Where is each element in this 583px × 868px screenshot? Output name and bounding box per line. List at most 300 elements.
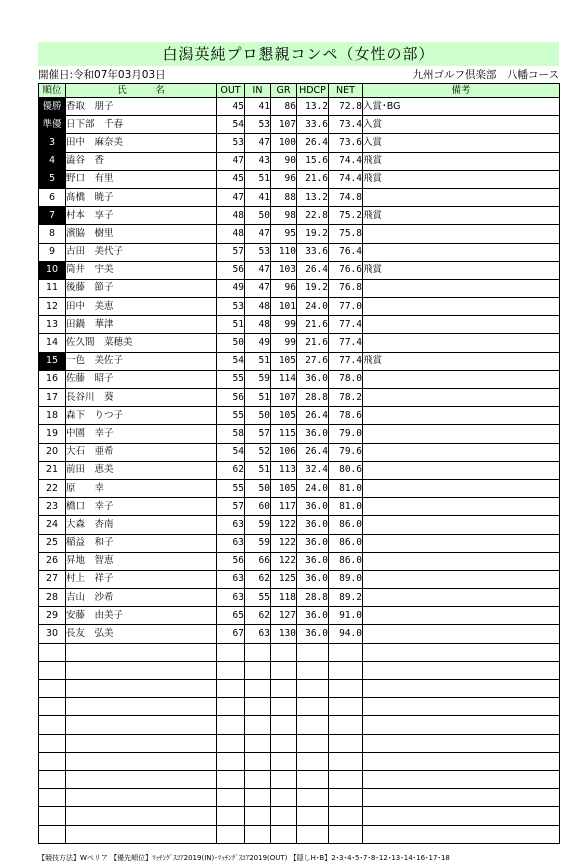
cell-hdcp: 21.6: [297, 334, 329, 352]
empty-cell: [217, 770, 245, 788]
table-row: [39, 534, 560, 552]
cell-gr: 106: [271, 443, 297, 461]
event-info: [38, 68, 559, 82]
cell-name: 田中 美恵: [66, 298, 217, 316]
cell-note: [363, 607, 560, 625]
cell-name: 筒井 宇美: [66, 261, 217, 279]
cell-net: 74.4: [329, 170, 363, 188]
cell-name: 原 幸: [66, 479, 217, 497]
cell-hdcp: 26.4: [297, 261, 329, 279]
cell-rank: 6: [39, 188, 66, 206]
cell-rank: 13: [39, 316, 66, 334]
empty-cell: [39, 680, 66, 698]
cell-note: 飛賞: [363, 170, 560, 188]
table-row: [39, 134, 560, 152]
cell-gr: 86: [271, 98, 297, 116]
cell-hdcp: 13.2: [297, 98, 329, 116]
empty-row: [39, 643, 560, 661]
table-row: [39, 570, 560, 588]
cell-rank: 4: [39, 152, 66, 170]
cell-hdcp: 36.0: [297, 625, 329, 643]
cell-net: 75.8: [329, 225, 363, 243]
cell-rank: 15: [39, 352, 66, 370]
empty-row: [39, 716, 560, 734]
cell-gr: 100: [271, 134, 297, 152]
cell-in: 51: [245, 352, 271, 370]
empty-cell: [363, 680, 560, 698]
cell-out: 47: [217, 188, 245, 206]
cell-name: 大森 杏南: [66, 516, 217, 534]
table-row: [39, 243, 560, 261]
empty-cell: [66, 770, 217, 788]
cell-out: 48: [217, 207, 245, 225]
empty-row: [39, 770, 560, 788]
cell-out: 67: [217, 625, 245, 643]
cell-rank: 10: [39, 261, 66, 279]
empty-cell: [245, 770, 271, 788]
cell-name: 佐藤 昭子: [66, 370, 217, 388]
cell-in: 48: [245, 316, 271, 334]
cell-out: 63: [217, 589, 245, 607]
cell-out: 50: [217, 334, 245, 352]
table-row: [39, 443, 560, 461]
cell-name: 村上 祥子: [66, 570, 217, 588]
cell-in: 59: [245, 534, 271, 552]
empty-cell: [217, 680, 245, 698]
header-in: IN: [245, 84, 271, 98]
cell-note: [363, 316, 560, 334]
cell-gr: 122: [271, 516, 297, 534]
empty-cell: [271, 825, 297, 843]
cell-name: 佐久間 菜穂美: [66, 334, 217, 352]
empty-cell: [66, 825, 217, 843]
cell-net: 76.8: [329, 279, 363, 297]
empty-cell: [66, 734, 217, 752]
empty-cell: [39, 716, 66, 734]
cell-gr: 122: [271, 552, 297, 570]
cell-gr: 117: [271, 498, 297, 516]
empty-row: [39, 698, 560, 716]
cell-out: 65: [217, 607, 245, 625]
cell-rank: 9: [39, 243, 66, 261]
cell-note: 飛賞: [363, 207, 560, 225]
header-net: NET: [329, 84, 363, 98]
table-row: [39, 407, 560, 425]
cell-gr: 114: [271, 370, 297, 388]
cell-note: [363, 479, 560, 497]
cell-rank: 11: [39, 279, 66, 297]
cell-gr: 122: [271, 534, 297, 552]
header-name: 氏 名: [66, 84, 217, 98]
empty-cell: [329, 825, 363, 843]
cell-net: 77.4: [329, 352, 363, 370]
event-date: 開催日:令和07年03月03日: [38, 69, 166, 81]
empty-cell: [66, 680, 217, 698]
table-row: [39, 98, 560, 116]
empty-cell: [39, 789, 66, 807]
empty-cell: [271, 680, 297, 698]
cell-hdcp: 22.8: [297, 207, 329, 225]
cell-hdcp: 21.6: [297, 170, 329, 188]
empty-cell: [271, 752, 297, 770]
empty-cell: [217, 698, 245, 716]
cell-hdcp: 28.8: [297, 589, 329, 607]
cell-hdcp: 36.0: [297, 607, 329, 625]
cell-net: 77.4: [329, 316, 363, 334]
cell-in: 49: [245, 334, 271, 352]
empty-cell: [217, 825, 245, 843]
table-row: [39, 152, 560, 170]
table-row: [39, 552, 560, 570]
empty-cell: [297, 698, 329, 716]
cell-rank: 28: [39, 589, 66, 607]
cell-hdcp: 36.0: [297, 498, 329, 516]
empty-cell: [217, 734, 245, 752]
cell-gr: 95: [271, 225, 297, 243]
cell-name: 長谷川 葵: [66, 389, 217, 407]
cell-name: 一色 美佐子: [66, 352, 217, 370]
cell-in: 55: [245, 589, 271, 607]
empty-cell: [329, 716, 363, 734]
table-row: [39, 334, 560, 352]
empty-row: [39, 734, 560, 752]
cell-rank: 7: [39, 207, 66, 225]
cell-note: [363, 389, 560, 407]
empty-cell: [363, 661, 560, 679]
empty-row: [39, 680, 560, 698]
table-header-row: [39, 84, 560, 98]
cell-note: 飛賞: [363, 352, 560, 370]
cell-out: 56: [217, 552, 245, 570]
cell-net: 91.0: [329, 607, 363, 625]
cell-net: 86.0: [329, 552, 363, 570]
cell-hdcp: 36.0: [297, 370, 329, 388]
cell-gr: 127: [271, 607, 297, 625]
cell-net: 78.0: [329, 370, 363, 388]
venue: 九州ゴルフ倶楽部 八幡コース: [412, 69, 559, 81]
cell-out: 54: [217, 443, 245, 461]
empty-cell: [217, 752, 245, 770]
cell-net: 80.6: [329, 461, 363, 479]
cell-name: 中園 幸子: [66, 425, 217, 443]
cell-in: 66: [245, 552, 271, 570]
cell-out: 54: [217, 352, 245, 370]
cell-note: 飛賞: [363, 152, 560, 170]
results-body: [39, 98, 560, 844]
empty-cell: [329, 643, 363, 661]
table-row: [39, 607, 560, 625]
cell-note: [363, 334, 560, 352]
cell-gr: 115: [271, 425, 297, 443]
cell-name: 澁谷 香: [66, 152, 217, 170]
empty-cell: [39, 752, 66, 770]
cell-gr: 110: [271, 243, 297, 261]
cell-out: 47: [217, 152, 245, 170]
cell-hdcp: 36.0: [297, 516, 329, 534]
cell-in: 47: [245, 225, 271, 243]
header-hdcp: HDCP: [297, 84, 329, 98]
cell-out: 62: [217, 461, 245, 479]
cell-out: 57: [217, 243, 245, 261]
cell-net: 89.2: [329, 589, 363, 607]
cell-name: 橋口 幸子: [66, 498, 217, 516]
empty-cell: [329, 661, 363, 679]
cell-in: 48: [245, 298, 271, 316]
cell-rank: 14: [39, 334, 66, 352]
cell-gr: 105: [271, 352, 297, 370]
cell-rank: 優勝: [39, 98, 66, 116]
cell-rank: 22: [39, 479, 66, 497]
empty-cell: [271, 770, 297, 788]
table-row: [39, 370, 560, 388]
empty-cell: [217, 643, 245, 661]
cell-hdcp: 13.2: [297, 188, 329, 206]
empty-cell: [297, 789, 329, 807]
empty-cell: [39, 661, 66, 679]
cell-name: 村本 享子: [66, 207, 217, 225]
empty-cell: [39, 825, 66, 843]
cell-hdcp: 27.6: [297, 352, 329, 370]
cell-net: 72.8: [329, 98, 363, 116]
cell-note: [363, 279, 560, 297]
table-row: [39, 389, 560, 407]
empty-cell: [245, 825, 271, 843]
cell-net: 86.0: [329, 534, 363, 552]
cell-note: [363, 625, 560, 643]
cell-rank: 準優: [39, 116, 66, 134]
empty-cell: [297, 661, 329, 679]
cell-name: 田鍋 華津: [66, 316, 217, 334]
cell-out: 53: [217, 298, 245, 316]
cell-net: 77.0: [329, 298, 363, 316]
table-row: [39, 116, 560, 134]
cell-out: 55: [217, 370, 245, 388]
cell-net: 79.6: [329, 443, 363, 461]
table-row: [39, 225, 560, 243]
cell-out: 56: [217, 261, 245, 279]
cell-gr: 118: [271, 589, 297, 607]
cell-name: 稲益 和子: [66, 534, 217, 552]
cell-note: [363, 461, 560, 479]
cell-name: 吉山 沙希: [66, 589, 217, 607]
cell-rank: 12: [39, 298, 66, 316]
cell-gr: 113: [271, 461, 297, 479]
cell-out: 63: [217, 570, 245, 588]
cell-note: [363, 425, 560, 443]
cell-name: 髙橋 暁子: [66, 188, 217, 206]
cell-net: 76.6: [329, 261, 363, 279]
cell-out: 57: [217, 498, 245, 516]
empty-cell: [245, 698, 271, 716]
cell-gr: 98: [271, 207, 297, 225]
cell-name: 古田 美代子: [66, 243, 217, 261]
empty-cell: [363, 807, 560, 825]
cell-in: 41: [245, 188, 271, 206]
cell-name: 田中 麻奈美: [66, 134, 217, 152]
cell-net: 94.0: [329, 625, 363, 643]
cell-gr: 96: [271, 170, 297, 188]
cell-rank: 29: [39, 607, 66, 625]
cell-gr: 107: [271, 116, 297, 134]
table-row: [39, 279, 560, 297]
cell-out: 45: [217, 170, 245, 188]
cell-rank: 24: [39, 516, 66, 534]
cell-gr: 99: [271, 334, 297, 352]
cell-net: 78.2: [329, 389, 363, 407]
cell-rank: 8: [39, 225, 66, 243]
cell-note: [363, 552, 560, 570]
empty-cell: [245, 807, 271, 825]
table-row: [39, 207, 560, 225]
empty-cell: [271, 734, 297, 752]
cell-in: 63: [245, 625, 271, 643]
cell-out: 45: [217, 98, 245, 116]
empty-cell: [39, 643, 66, 661]
cell-out: 53: [217, 134, 245, 152]
header-out: OUT: [217, 84, 245, 98]
header-note: 備考: [363, 84, 560, 98]
empty-cell: [363, 752, 560, 770]
cell-rank: 5: [39, 170, 66, 188]
cell-note: [363, 443, 560, 461]
cell-note: [363, 298, 560, 316]
cell-gr: 96: [271, 279, 297, 297]
cell-net: 74.8: [329, 188, 363, 206]
page-title: 白潟英純プロ懇親コンペ（女性の部）: [38, 42, 559, 66]
cell-rank: 19: [39, 425, 66, 443]
cell-in: 53: [245, 243, 271, 261]
cell-note: 飛賞: [363, 261, 560, 279]
cell-name: 野口 有里: [66, 170, 217, 188]
empty-cell: [245, 716, 271, 734]
cell-hdcp: 19.2: [297, 279, 329, 297]
cell-in: 60: [245, 498, 271, 516]
empty-cell: [217, 661, 245, 679]
cell-hdcp: 36.0: [297, 570, 329, 588]
table-row: [39, 170, 560, 188]
cell-gr: 88: [271, 188, 297, 206]
cell-out: 63: [217, 516, 245, 534]
empty-cell: [363, 734, 560, 752]
cell-hdcp: 21.6: [297, 316, 329, 334]
cell-note: [363, 225, 560, 243]
cell-in: 51: [245, 389, 271, 407]
empty-cell: [297, 716, 329, 734]
cell-in: 52: [245, 443, 271, 461]
cell-name: 日下部 千春: [66, 116, 217, 134]
empty-cell: [271, 716, 297, 734]
cell-net: 73.6: [329, 134, 363, 152]
cell-rank: 18: [39, 407, 66, 425]
empty-cell: [363, 643, 560, 661]
cell-rank: 21: [39, 461, 66, 479]
table-row: [39, 352, 560, 370]
cell-out: 49: [217, 279, 245, 297]
cell-net: 76.4: [329, 243, 363, 261]
empty-row: [39, 807, 560, 825]
empty-cell: [271, 807, 297, 825]
empty-cell: [363, 716, 560, 734]
cell-net: 75.2: [329, 207, 363, 225]
cell-net: 86.0: [329, 516, 363, 534]
empty-cell: [329, 698, 363, 716]
cell-out: 51: [217, 316, 245, 334]
empty-cell: [245, 680, 271, 698]
cell-in: 43: [245, 152, 271, 170]
cell-hdcp: 36.0: [297, 534, 329, 552]
empty-cell: [297, 643, 329, 661]
table-row: [39, 188, 560, 206]
cell-in: 47: [245, 279, 271, 297]
cell-net: 74.4: [329, 152, 363, 170]
cell-gr: 130: [271, 625, 297, 643]
empty-cell: [363, 770, 560, 788]
cell-out: 58: [217, 425, 245, 443]
empty-cell: [363, 698, 560, 716]
cell-hdcp: 24.0: [297, 298, 329, 316]
empty-cell: [245, 643, 271, 661]
empty-cell: [39, 770, 66, 788]
cell-out: 56: [217, 389, 245, 407]
cell-hdcp: 33.6: [297, 116, 329, 134]
cell-gr: 105: [271, 407, 297, 425]
cell-net: 73.4: [329, 116, 363, 134]
cell-note: [363, 570, 560, 588]
empty-cell: [66, 789, 217, 807]
empty-cell: [271, 789, 297, 807]
empty-row: [39, 825, 560, 843]
table-row: [39, 479, 560, 497]
empty-cell: [245, 734, 271, 752]
cell-net: 79.0: [329, 425, 363, 443]
cell-in: 53: [245, 116, 271, 134]
empty-cell: [271, 698, 297, 716]
cell-gr: 103: [271, 261, 297, 279]
cell-in: 59: [245, 516, 271, 534]
empty-row: [39, 661, 560, 679]
cell-in: 50: [245, 479, 271, 497]
empty-cell: [66, 698, 217, 716]
cell-note: [363, 534, 560, 552]
table-row: [39, 261, 560, 279]
empty-cell: [363, 825, 560, 843]
empty-cell: [271, 643, 297, 661]
empty-cell: [363, 789, 560, 807]
cell-note: 入賞: [363, 134, 560, 152]
cell-rank: 26: [39, 552, 66, 570]
cell-rank: 30: [39, 625, 66, 643]
table-row: [39, 316, 560, 334]
header-gr: GR: [271, 84, 297, 98]
cell-in: 62: [245, 570, 271, 588]
cell-rank: 16: [39, 370, 66, 388]
cell-rank: 27: [39, 570, 66, 588]
cell-in: 59: [245, 370, 271, 388]
table-row: [39, 516, 560, 534]
cell-gr: 107: [271, 389, 297, 407]
cell-name: 大石 亜希: [66, 443, 217, 461]
cell-note: [363, 407, 560, 425]
empty-cell: [245, 752, 271, 770]
empty-cell: [39, 698, 66, 716]
cell-name: 安藤 由美子: [66, 607, 217, 625]
cell-rank: 3: [39, 134, 66, 152]
cell-gr: 90: [271, 152, 297, 170]
cell-gr: 99: [271, 316, 297, 334]
empty-cell: [217, 789, 245, 807]
cell-note: 入賞: [363, 116, 560, 134]
empty-cell: [245, 661, 271, 679]
